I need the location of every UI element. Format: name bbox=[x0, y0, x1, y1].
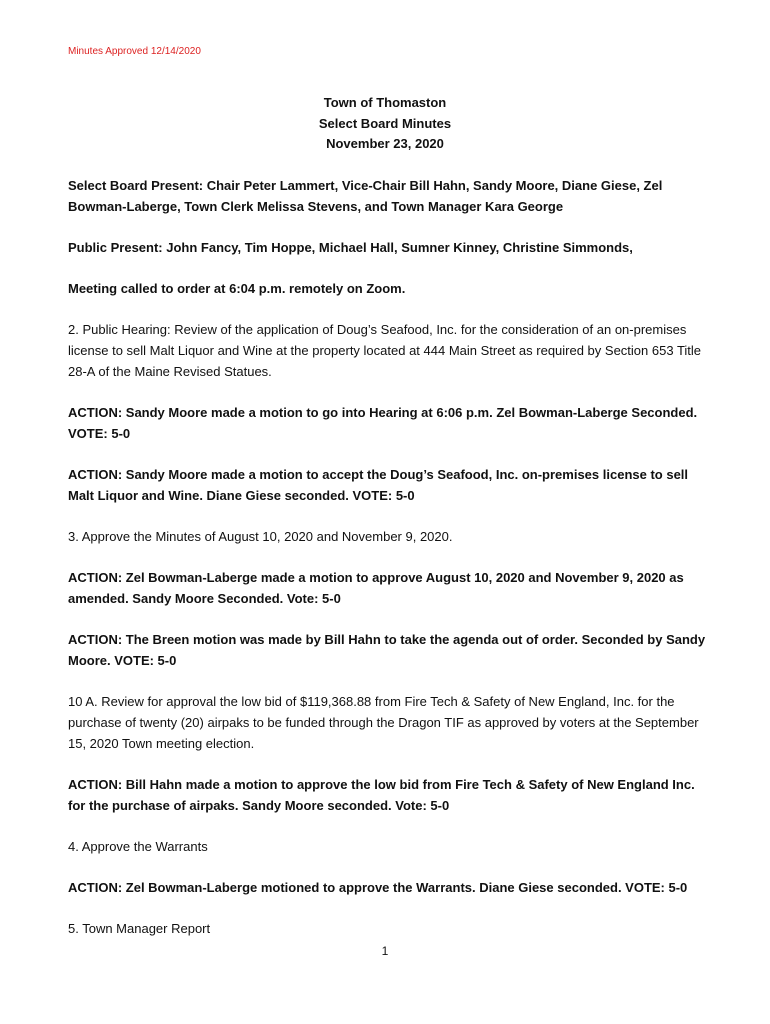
call-to-order: Meeting called to order at 6:04 p.m. remotely on Zoom. bbox=[68, 281, 406, 296]
minutes-body bbox=[68, 175, 708, 959]
action-item: ACTION: Sandy Moore made a motion to go into Hearing at 6:06 p.m. Zel Bowman-Laberge Seconded. VOTE: 5-0 bbox=[68, 405, 698, 441]
agenda-item: 10 A. Review for approval the low bid of $119,368.88 from Fire Tech & Safety of New England, Inc. for the purchase of twenty (20) airpaks to be funded through the Dragon TIF as approved by voters at the September 15, 2020 Town meeting election. bbox=[68, 694, 699, 751]
action-item: ACTION: Bill Hahn made a motion to approve the low bid from Fire Tech & Safety of New England Inc. for the purchase of airpaks. Sandy Moore seconded. Vote: 5-0 bbox=[68, 777, 695, 813]
town-name: Town of Thomaston bbox=[323, 95, 447, 110]
meeting-date: November 23, 2020 bbox=[326, 136, 444, 151]
agenda-item: 3. Approve the Minutes of August 10, 2020 and November 9, 2020. bbox=[68, 529, 453, 544]
action-item: ACTION: Zel Bowman-Laberge made a motion to approve August 10, 2020 and November 9, 2020 as amended. Sandy Moore Seconded. Vote: 5-0 bbox=[68, 570, 684, 606]
action-item: ACTION: The Breen motion was made by Bill Hahn to take the agenda out of order. Seconded by Sandy Moore. VOTE: 5-0 bbox=[68, 632, 706, 668]
attendance-board: Select Board Present: Chair Peter Lammert, Vice-Chair Bill Hahn, Sandy Moore, Diane Giese, Zel Bowman-Laberge, Town Clerk Melissa Stevens, and Town Manager Kara George bbox=[68, 178, 663, 214]
action-item: ACTION: Zel Bowman-Laberge motioned to approve the Warrants. Diane Giese seconded. VOTE: 5-0 bbox=[68, 880, 688, 895]
attendance-public: Public Present: John Fancy, Tim Hoppe, Michael Hall, Sumner Kinney, Christine Simmonds, bbox=[68, 240, 633, 255]
board-name: Select Board Minutes bbox=[318, 115, 452, 131]
action-item: ACTION: Sandy Moore made a motion to accept the Doug’s Seafood, Inc. on-premises license to sell Malt Liquor and Wine. Diane Giese seconded. VOTE: 5-0 bbox=[68, 467, 689, 503]
agenda-item: 4. Approve the Warrants bbox=[68, 839, 208, 854]
page-number: 1 bbox=[381, 944, 389, 958]
document-title-block bbox=[0, 93, 770, 155]
approval-note: Minutes Approved 12/14/2020 bbox=[68, 46, 201, 57]
agenda-item: 5. Town Manager Report bbox=[68, 921, 211, 936]
agenda-item: 2. Public Hearing: Review of the application of Doug’s Seafood, Inc. for the consideration of an on-premises license to sell Malt Liquor and Wine at the property located at 444 Main Street as required by Section 653 Title 28-A of the Maine Revised Statues. bbox=[68, 322, 702, 379]
